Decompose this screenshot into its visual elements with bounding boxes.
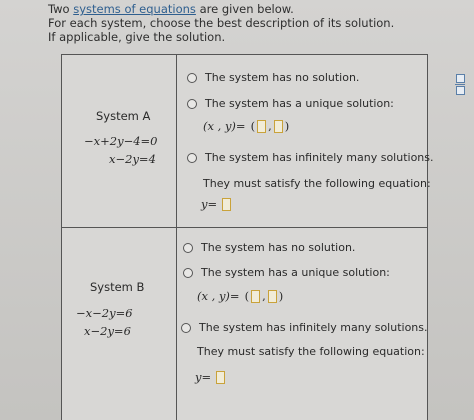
system-a-radio-unique[interactable] bbox=[187, 99, 197, 109]
system-a-option-unique[interactable]: The system has a unique solution: bbox=[187, 97, 394, 110]
system-b-row bbox=[62, 228, 427, 420]
system-b-radio-unique[interactable] bbox=[183, 268, 193, 278]
system-a-options bbox=[177, 55, 434, 227]
system-a-option-infinite[interactable]: The system has infinitely many solutions. bbox=[187, 151, 434, 164]
system-b-x-input[interactable] bbox=[251, 290, 260, 303]
instructions bbox=[48, 2, 394, 44]
system-b-radio-no-solution[interactable] bbox=[183, 243, 193, 253]
system-a-equation-input[interactable] bbox=[222, 198, 231, 211]
instructions-line-1: Two systems of equations are given below. bbox=[48, 2, 294, 16]
system-a-option-no-solution[interactable]: The system has no solution. bbox=[187, 71, 359, 84]
system-b-equation-answer: y= bbox=[195, 370, 227, 384]
system-b-radio-infinite[interactable] bbox=[181, 323, 191, 333]
system-a-title: System A bbox=[96, 109, 151, 123]
system-b-equation-input[interactable] bbox=[216, 371, 225, 384]
system-b-option-unique[interactable]: The system has a unique solution: bbox=[183, 266, 390, 279]
system-b-title: System B bbox=[90, 280, 145, 294]
systems-table bbox=[61, 54, 434, 420]
instructions-line-2: For each system, choose the best description of its solution. bbox=[48, 16, 395, 30]
system-a-definition bbox=[62, 55, 177, 227]
fraction-icon bbox=[456, 74, 465, 83]
system-a-unique-answer: (x , y)= ( , ) bbox=[203, 119, 290, 133]
system-b-unique-answer: (x , y)= ( , ) bbox=[197, 289, 284, 303]
system-b-options bbox=[177, 228, 427, 420]
system-a-must-satisfy-text: They must satisfy the following equation: bbox=[203, 177, 431, 190]
system-b-option-no-solution[interactable]: The system has no solution. bbox=[183, 241, 355, 254]
system-a-equation-2: x−2y=4 bbox=[109, 152, 156, 166]
system-b-definition bbox=[62, 228, 177, 420]
system-b-equation-1: −x−2y=6 bbox=[76, 306, 133, 320]
system-a-y-input[interactable] bbox=[274, 120, 283, 133]
system-b-option-infinite[interactable]: The system has infinitely many solutions. bbox=[181, 321, 428, 334]
system-b-must-satisfy-text: They must satisfy the following equation: bbox=[197, 345, 425, 358]
system-a-radio-no-solution[interactable] bbox=[187, 73, 197, 83]
system-a-equation-1: −x+2y−4=0 bbox=[84, 134, 158, 148]
system-b-equation-2: x−2y=6 bbox=[84, 324, 131, 338]
system-a-radio-infinite[interactable] bbox=[187, 153, 197, 163]
system-a-row bbox=[62, 55, 434, 228]
system-b-y-input[interactable] bbox=[268, 290, 277, 303]
fraction-tool-button[interactable] bbox=[450, 71, 470, 97]
systems-of-equations-link[interactable]: systems of equations bbox=[73, 2, 196, 16]
instructions-line-3: If applicable, give the solution. bbox=[48, 30, 226, 44]
system-a-equation-answer: y= bbox=[201, 197, 233, 211]
system-a-x-input[interactable] bbox=[257, 120, 266, 133]
